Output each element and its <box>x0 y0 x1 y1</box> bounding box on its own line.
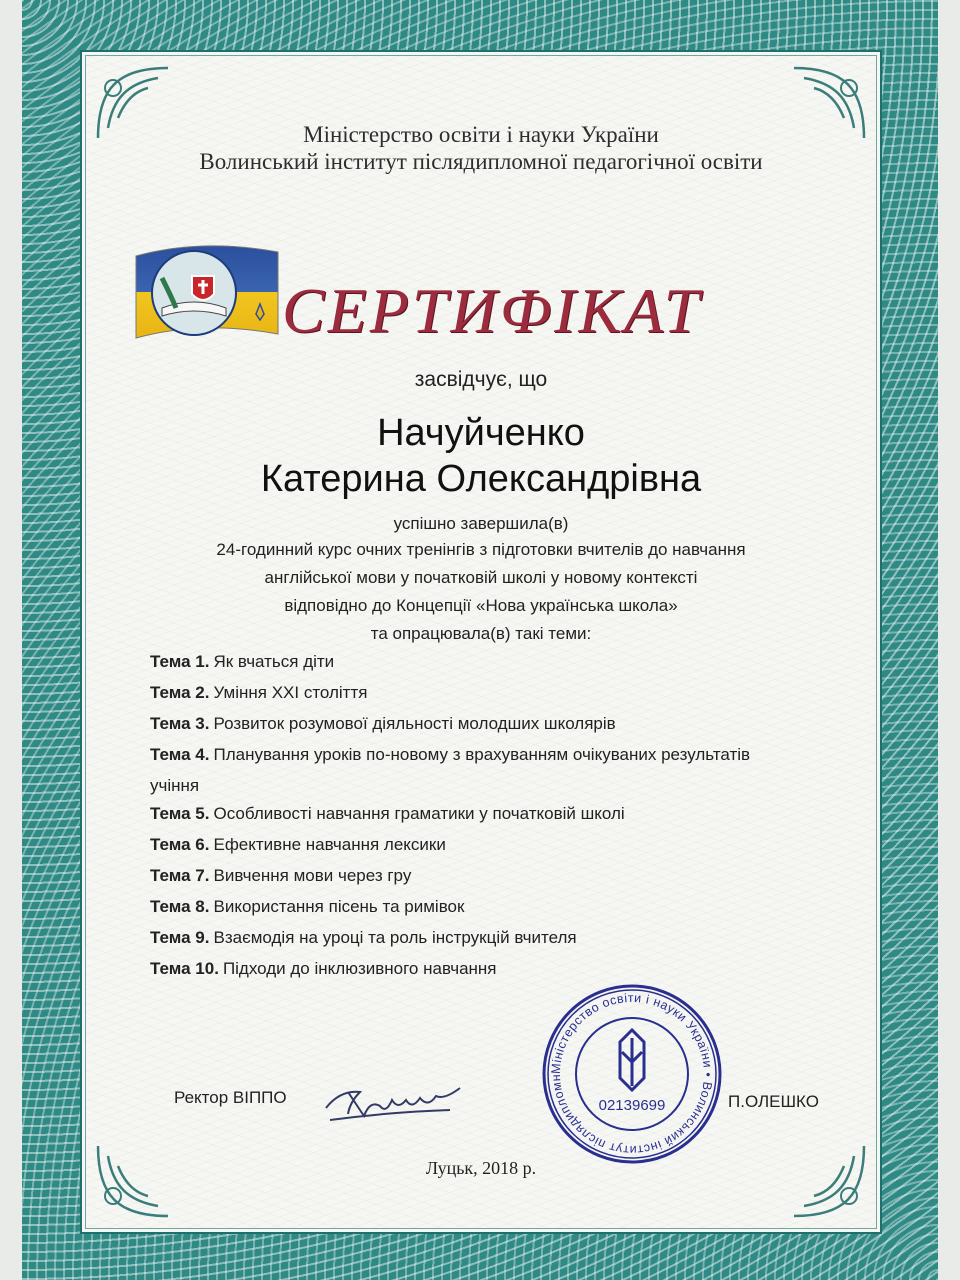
official-seal <box>540 982 724 1166</box>
course-line: відповідно до Концепції «Нова українська школа» <box>284 596 678 615</box>
corner-ornament-icon <box>784 1136 874 1226</box>
certificate-frame <box>22 0 938 1280</box>
ministry-title: Міністерство освіти і науки України <box>303 122 659 147</box>
seal-code: 02139699 <box>598 1097 666 1114</box>
course-line: 24-годинний курс очних тренінгів з підготовки вчителів до навчання <box>216 540 746 559</box>
topic-text: Ефективне навчання лексики <box>213 835 446 854</box>
topic-text: Розвиток розумової діяльності молодших школярів <box>213 714 616 733</box>
place-date: Луцьк, 2018 р. <box>425 1158 537 1178</box>
topic-item <box>150 652 850 671</box>
topic-number: Тема 4. <box>150 745 210 764</box>
completion-text: успішно завершила(в) <box>393 514 569 533</box>
course-line: англійської мови у початковій школі у новому контексті <box>264 568 698 587</box>
topic-number: Тема 6. <box>150 835 210 854</box>
topic-continuation: учіння <box>150 776 200 795</box>
topic-text: Підходи до інклюзивного навчання <box>222 959 497 978</box>
topic-number: Тема 8. <box>150 897 210 916</box>
topic-text: Як вчаться діти <box>213 652 335 671</box>
topic-text: Вивчення мови через гру <box>213 866 412 885</box>
topic-item <box>150 714 850 733</box>
topic-number: Тема 1. <box>150 652 210 671</box>
institute-logo <box>132 238 282 348</box>
topic-item <box>150 928 850 947</box>
certificate-title: СЕРТИФІКАТ <box>282 275 703 346</box>
topic-item <box>150 897 850 916</box>
topic-item <box>150 804 850 823</box>
certifies-text: засвідчує, що <box>414 368 548 391</box>
rector-label: Ректор ВІППО <box>174 1088 287 1107</box>
topic-number: Тема 10. <box>150 959 219 978</box>
topics-list <box>150 652 850 990</box>
topic-text: Планування уроків по-новому з врахуванням очікуваних результатів <box>213 745 751 764</box>
topic-text: Взаємодія на уроці та роль інструкцій вчителя <box>213 928 577 947</box>
signer-name: П.ОЛЕШКО <box>728 1092 819 1111</box>
institute-title: Волинський інститут післядипломної педагогічної освіти <box>199 149 763 174</box>
seal-ring-text: Міністерство освіти і науки України • Волинський інститут післядипломн <box>548 990 716 1158</box>
topic-number: Тема 7. <box>150 866 210 885</box>
topic-number: Тема 3. <box>150 714 210 733</box>
topic-text: Використання пісень та римівок <box>213 897 465 916</box>
topic-item <box>150 835 850 854</box>
recipient-given-names: Катерина Олександрівна <box>260 458 702 500</box>
topic-item <box>150 959 850 978</box>
topic-number: Тема 5. <box>150 804 210 823</box>
topic-item <box>150 745 850 764</box>
topic-number: Тема 2. <box>150 683 210 702</box>
topic-text: Уміння XXI століття <box>213 683 368 702</box>
course-line: та опрацювала(в) такі теми: <box>370 624 592 643</box>
topic-number: Тема 9. <box>150 928 210 947</box>
signature <box>320 1070 470 1130</box>
topic-item <box>150 683 850 702</box>
topic-item <box>150 866 850 885</box>
recipient-surname: Начуйченко <box>377 412 585 454</box>
corner-ornament-icon <box>88 1136 178 1226</box>
topic-text: Особливості навчання граматики у початковій школі <box>213 804 625 823</box>
certificate-body <box>80 50 882 1234</box>
